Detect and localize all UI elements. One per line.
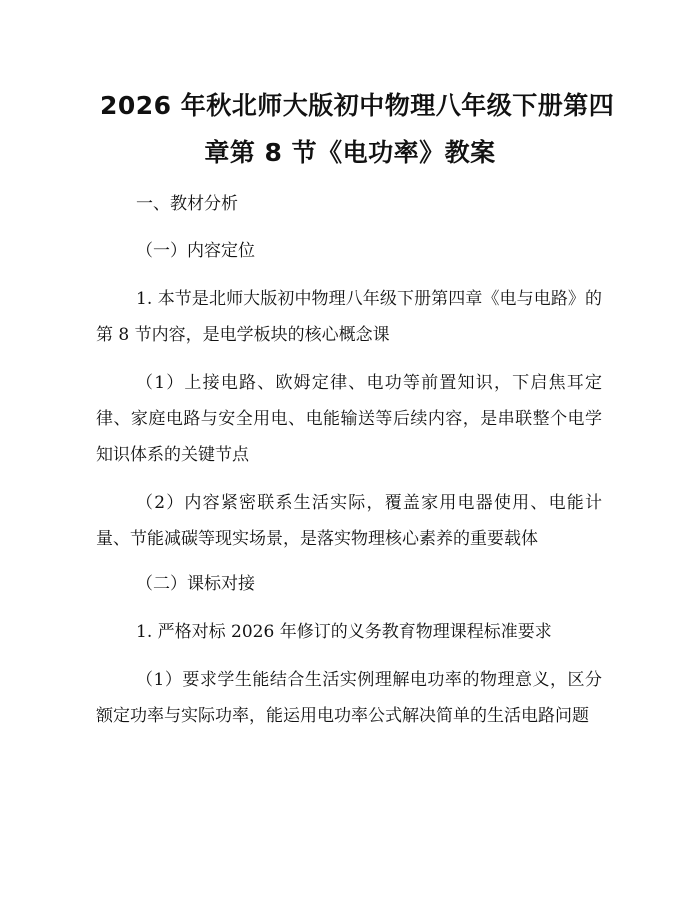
paragraph-learning-requirements: （1）要求学生能结合生活实例理解电功率的物理意义，区分额定功率与实际功率，能运用电功率公式解决简单的生活电路问题 [96, 670, 602, 726]
paragraph-curriculum-standard: 1. 严格对标 2026 年修订的义务教育物理课程标准要求 [136, 622, 552, 642]
paragraph-section-position: 1. 本节是北师大版初中物理八年级下册第四章《电与电路》的第 8 节内容，是电学板块的核心概念课 [96, 289, 602, 345]
document-title-line-1: 2026 年秋北师大版初中物理八年级下册第四 [100, 91, 615, 120]
section-heading-textbook-analysis: 一、教材分析 [136, 194, 238, 214]
paragraph-knowledge-links: （1）上接电路、欧姆定律、电功等前置知识，下启焦耳定律、家庭电路与安全用电、电能输送等后续内容，是串联整个电学知识体系的关键节点 [96, 373, 602, 465]
subsection-heading-curriculum-alignment: （二）课标对接 [136, 574, 255, 594]
document-title-line-2: 章第 8 节《电功率》教案 [204, 138, 496, 167]
subsection-heading-content-positioning: （一）内容定位 [136, 241, 255, 261]
paragraph-real-life-connection: （2）内容紧密联系生活实际，覆盖家用电器使用、电能计量、节能减碳等现实场景，是落实物理核心素养的重要载体 [96, 493, 602, 549]
